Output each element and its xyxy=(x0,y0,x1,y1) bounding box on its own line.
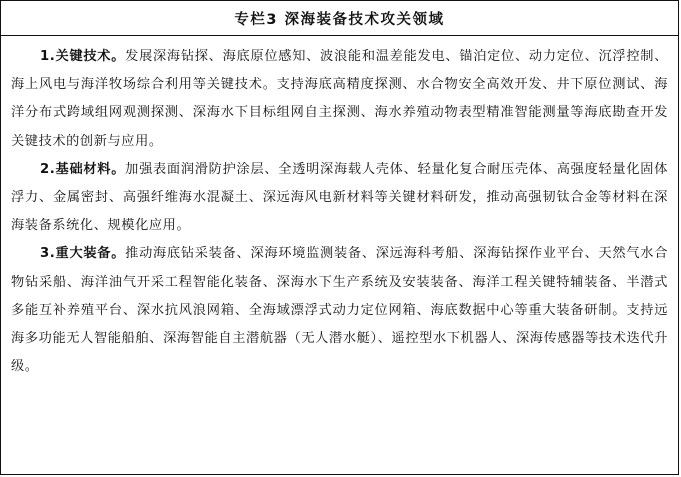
section-basic-materials xyxy=(11,156,668,241)
section-major-equipment xyxy=(11,240,668,381)
section-heading: 3.重大装备。 xyxy=(40,246,126,262)
section-body: 加强表面润滑防护涂层、全透明深海载人壳体、轻量化复合耐压壳体、高强度轻量化固体浮力、金属密封、高强纤维海水混凝土、深远海风电新材料等关键材料研发，推动高强韧钛合金等材料在深海装备系统化、规模化应用。 xyxy=(11,161,668,234)
section-body: 推动海底钻采装备、深海环境监测装备、深远海科考船、深海钻探作业平台、天然气水合物钻采船、海洋油气开采工程智能化装备、深海水下生产系统及安装装备、海洋工程关键特辅装备、半潜式多能互补养殖平台、深水抗风浪网箱、全海域漂浮式动力定位网箱、海底数据中心等重大装备研制。支持远海多功能无人智能船舶、深海智能自主潜航器（无人潜水艇）、遥控型水下机器人、深海传感器等技术迭代升级。 xyxy=(11,246,668,375)
section-body: 发展深海钻探、海底原位感知、波浪能和温差能发电、锚泊定位、动力定位、沉浮控制、海上风电与海洋牧场综合利用等关键技术。支持海底高精度探测、水合物安全高效开发、井下原位测试、海洋分布式跨域组网观测探测、深海水下目标组网自主探测、海水养殖动物表型精准智能测量等海底勘查开发关键技术的创新与应用。 xyxy=(11,49,668,149)
box-title: 专栏3 深海装备技术攻关领域 xyxy=(234,11,445,28)
section-heading: 1.关键技术。 xyxy=(40,49,126,64)
content-area xyxy=(1,36,678,381)
title-row xyxy=(1,1,678,36)
section-key-technologies xyxy=(11,43,668,156)
section-heading: 2.基础材料。 xyxy=(40,161,126,177)
